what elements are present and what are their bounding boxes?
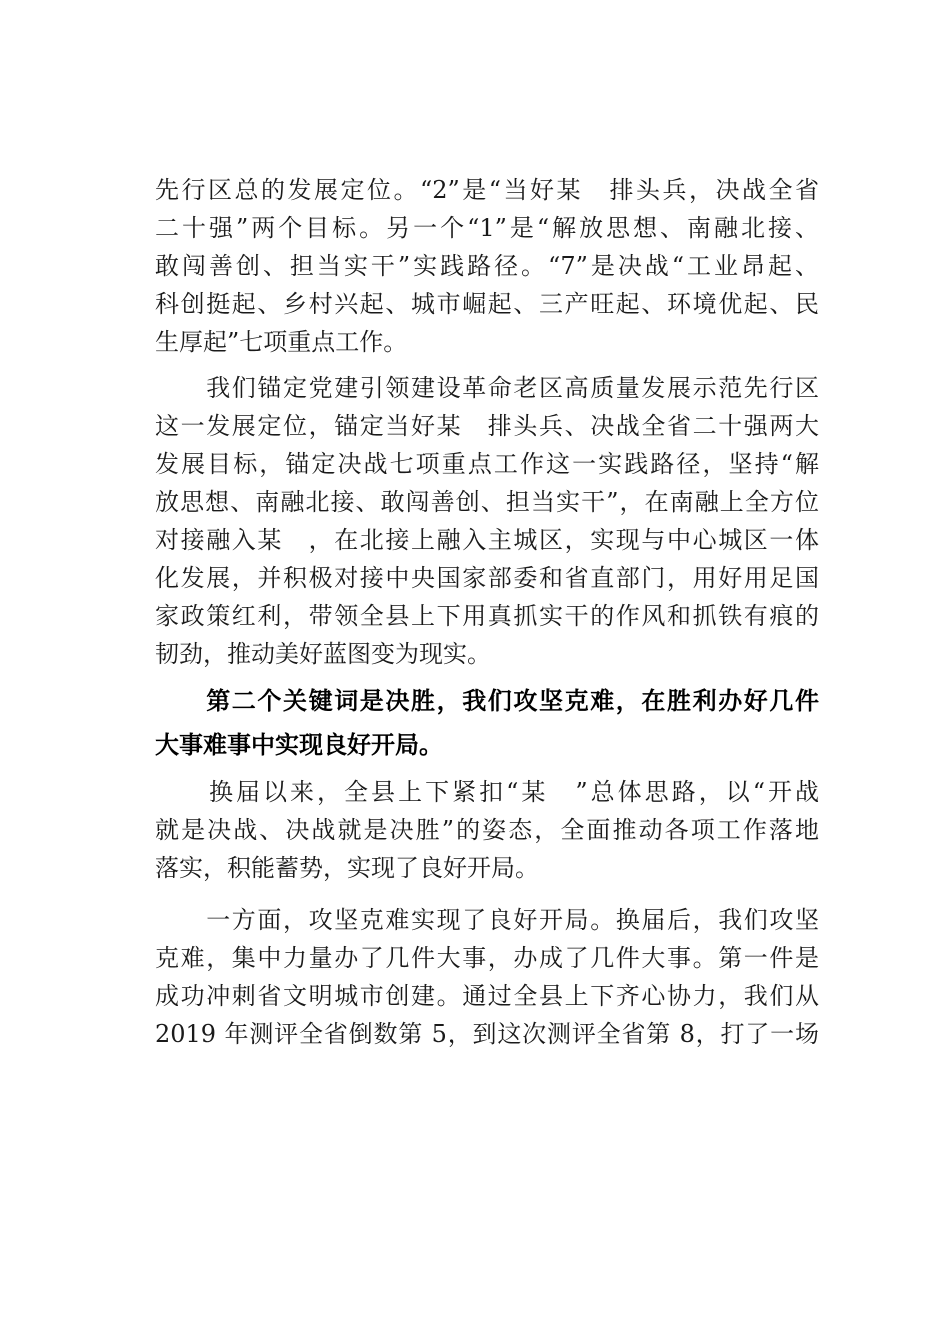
text-line: 就是决战、决战就是决胜”的姿态，全面推动各项工作落地: [155, 816, 819, 844]
text-line: 我们锚定党建引领建设革命老区高质量发展示范先行区: [155, 374, 819, 402]
text-line: 换届以来，全县上下紧扣“某 ”总体思路，以“开战: [155, 778, 819, 806]
paragraph-on-one-hand: [155, 901, 819, 1053]
text-line: 克难，集中力量办了几件大事，办成了几件大事。第一件是: [155, 944, 819, 972]
text-line: 对接融入某 ，在北接上融入主城区，实现与中心城区一体: [155, 526, 819, 554]
paragraph-since-election: [155, 773, 819, 887]
text-line: 这一发展定位，锚定当好某 排头兵、决战全省二十强两大: [155, 412, 819, 440]
text-line: 发展目标，锚定决战七项重点工作这一实践路径，坚持“解: [155, 450, 819, 478]
text-line: 成功冲刺省文明城市创建。通过全县上下齐心协力，我们从: [155, 982, 819, 1010]
paragraph-development-goals: [155, 171, 819, 361]
text-line: 一方面，攻坚克难实现了良好开局。换届后，我们攻坚: [155, 906, 819, 934]
text-line: 2019 年测评全省倒数第 5，到这次测评全省第 8，打了一场: [155, 1020, 819, 1048]
paragraph-anchoring-positioning: [155, 369, 819, 673]
text-line: 落实，积能蓄势，实现了良好开局。: [155, 854, 539, 882]
text-line: 先行区总的发展定位。“2”是“当好某 排头兵，决战全省: [155, 176, 819, 204]
text-line: 家政策红利，带领全县上下用真抓实干的作风和抓铁有痕的: [155, 602, 819, 630]
text-line: 二十强”两个目标。另一个“1”是“解放思想、南融北接、: [155, 214, 819, 242]
text-line: 科创挺起、乡村兴起、城市崛起、三产旺起、环境优起、民: [155, 290, 819, 318]
text-line: 放思想、南融北接、敢闯善创、担当实干”，在南融上全方位: [155, 488, 819, 516]
heading-line: 第二个关键词是决胜，我们攻坚克难，在胜利办好几件: [155, 686, 819, 715]
section-heading-second-keyword: [155, 679, 819, 767]
heading-line: 大事难事中实现良好开局。: [155, 730, 443, 759]
text-line: 韧劲，推动美好蓝图变为现实。: [155, 640, 491, 668]
text-line: 敢闯善创、担当实干”实践路径。“7”是决战“工业昂起、: [155, 252, 819, 280]
document-body: [155, 171, 819, 1053]
text-line: 生厚起”七项重点工作。: [155, 328, 408, 356]
text-line: 化发展，并积极对接中央国家部委和省直部门，用好用足国: [155, 564, 819, 592]
